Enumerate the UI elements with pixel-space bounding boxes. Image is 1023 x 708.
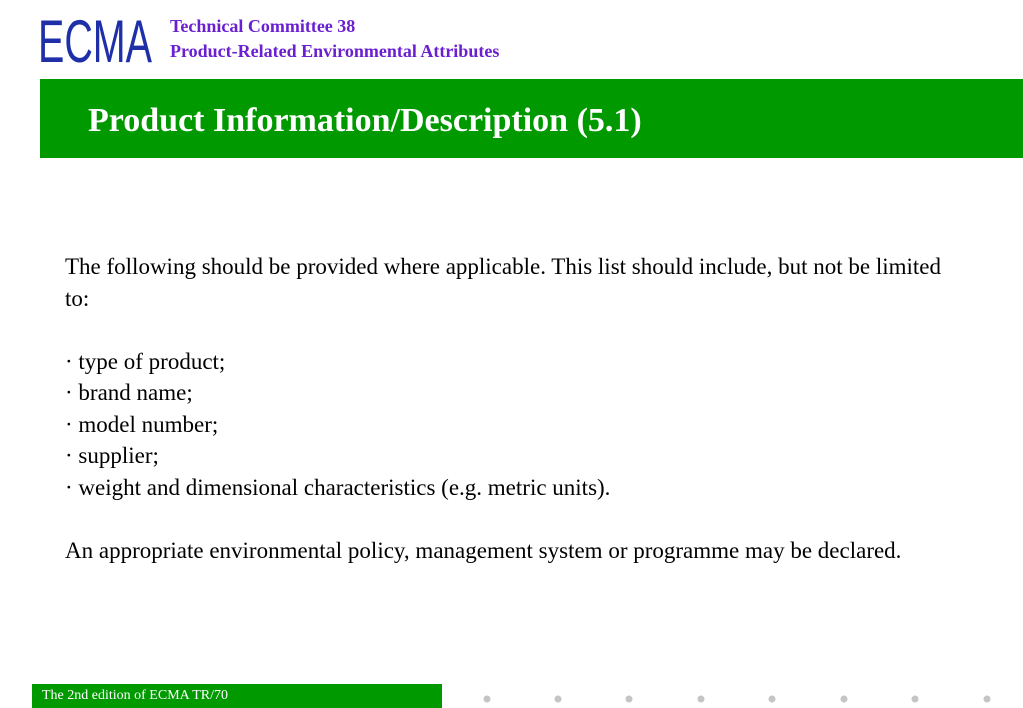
list-item: · type of product;: [65, 348, 226, 374]
committee-subtitle: Product-Related Environmental Attributes: [170, 41, 500, 61]
list-item: · supplier;: [65, 443, 159, 468]
intro-paragraph: The following should be provided where applicable. This list should include, but not be limited to:: [65, 254, 941, 311]
slide-content: [65, 251, 965, 566]
committee-name: Technical Committee 38: [170, 16, 356, 36]
closing-paragraph: An appropriate environmental policy, management system or programme may be declared.: [65, 537, 902, 563]
dot-icon: [484, 696, 491, 703]
ecma-logo-text: ECMA: [38, 8, 152, 75]
list-item: · brand name;: [65, 380, 193, 405]
committee-info: [170, 14, 499, 64]
dot-icon: [841, 696, 848, 703]
list-item: · model number;: [65, 411, 219, 437]
dot-icon: [555, 696, 562, 703]
list-item: · weight and dimensional characteristics (e.g. metric units).: [65, 474, 611, 500]
dot-icon: [912, 696, 919, 703]
paragraph-gap: [65, 314, 965, 346]
paragraph-gap: [65, 503, 965, 535]
dot-icon: [769, 696, 776, 703]
footer-bar: [32, 684, 442, 708]
requirements-list: [65, 346, 965, 504]
ecma-logo: [38, 4, 156, 75]
dot-icon: [698, 696, 705, 703]
dot-icon: [626, 696, 633, 703]
title-bar: [40, 79, 1023, 158]
footer-text: The 2nd edition of ECMA TR/70: [42, 688, 229, 703]
dot-icon: [984, 696, 991, 703]
slide-title: Product Information/Description (5.1): [88, 102, 642, 139]
